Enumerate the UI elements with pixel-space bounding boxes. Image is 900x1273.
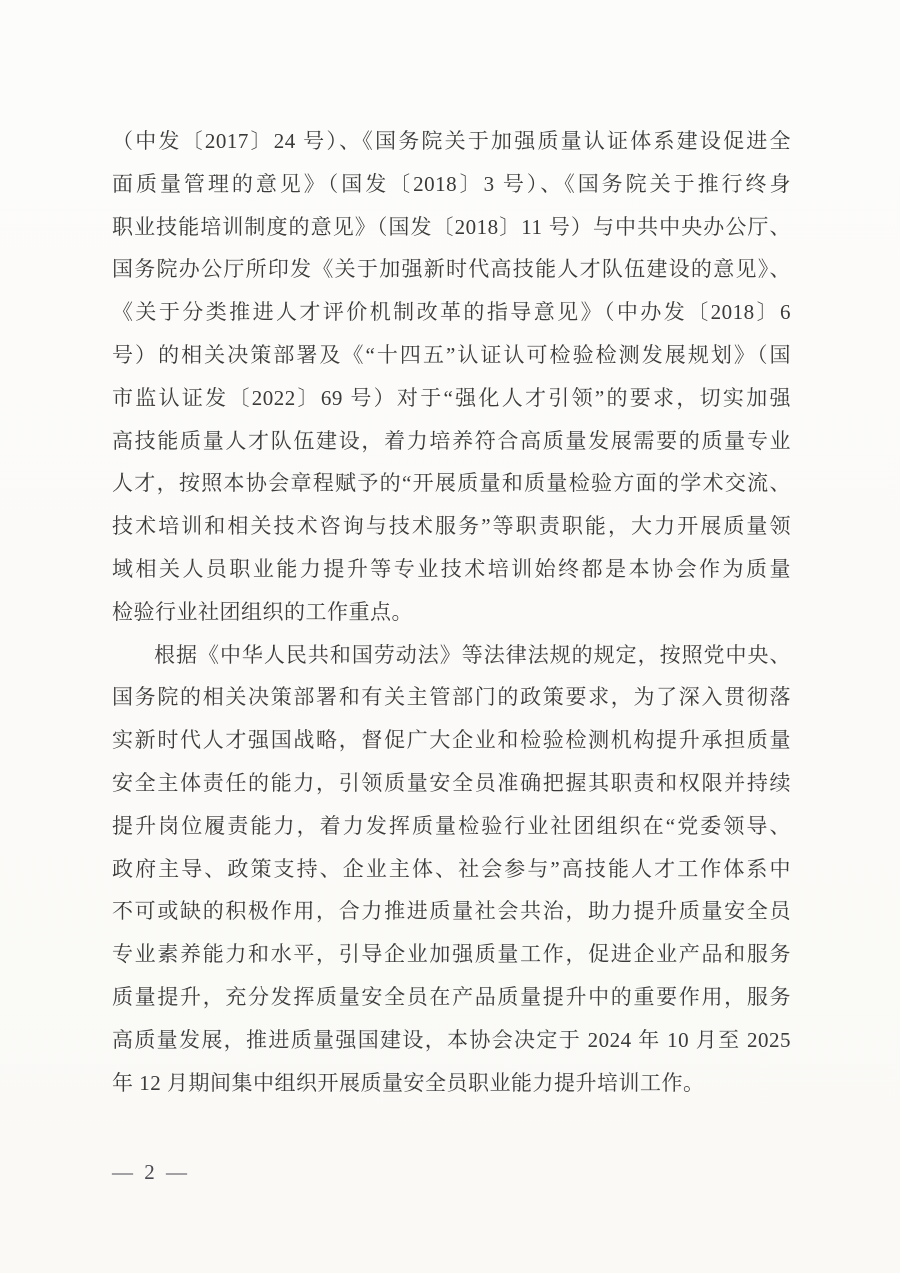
document-line: 技术培训和相关技术咨询与技术服务”等职责职能，大力开展质量领	[112, 514, 791, 539]
document-line: 面质量管理的意见》（国发〔2018〕3 号）、《国务院关于推行终身	[112, 171, 791, 196]
document-line: 年 12 月期间集中组织开展质量安全员职业能力提升培训工作。	[112, 1070, 705, 1095]
document-line: 号）的相关决策部署及《“十四五”认证认可检验检测发展规划》（国	[112, 342, 791, 367]
document-line: 《关于分类推进人才评价机制改革的指导意见》（中办发〔2018〕6	[112, 300, 791, 325]
document-line: 高技能质量人才队伍建设，着力培养符合高质量发展需要的质量专业	[112, 428, 791, 453]
document-line: 域相关人员职业能力提升等专业技术培训始终都是本协会作为质量	[112, 556, 791, 581]
text-block	[112, 120, 791, 1104]
document-line: 实新时代人才强国战略，督促广大企业和检验检测机构提升承担质量	[112, 728, 791, 753]
document-line: 质量提升，充分发挥质量安全员在产品质量提升中的重要作用，服务	[112, 984, 791, 1009]
document-line: 检验行业社团组织的工作重点。	[112, 599, 413, 624]
document-line: 政府主导、政策支持、企业主体、社会参与”高技能人才工作体系中	[112, 856, 791, 881]
document-line: 人才，按照本协会章程赋予的“开展质量和质量检验方面的学术交流、	[112, 471, 791, 496]
document-line: 根据《中华人民共和国劳动法》等法律法规的规定，按照党中央、	[154, 642, 791, 667]
document-line: 国务院办公厅所印发《关于加强新时代高技能人才队伍建设的意见》、	[112, 257, 791, 282]
document-line: 安全主体责任的能力，引领质量安全员准确把握其职责和权限并持续	[112, 770, 791, 795]
document-line: （中发〔2017〕24 号）、《国务院关于加强质量认证体系建设促进全	[112, 129, 791, 153]
document-line: 高质量发展，推进质量强国建设，本协会决定于 2024 年 10 月至 2025	[112, 1027, 791, 1052]
document-line: 不可或缺的积极作用，合力推进质量社会共治，助力提升质量安全员	[112, 899, 791, 924]
document-line: 职业技能培训制度的意见》（国发〔2018〕11 号）与中共中央办公厅、	[112, 214, 791, 239]
document-line: 国务院的相关决策部署和有关主管部门的政策要求，为了深入贯彻落	[112, 685, 791, 710]
page-number: — 2 —	[112, 1160, 190, 1184]
document-line: 提升岗位履责能力，着力发挥质量检验行业社团组织在“党委领导、	[112, 813, 791, 838]
document-line: 专业素养能力和水平，引导企业加强质量工作，促进企业产品和服务	[112, 942, 791, 967]
document-line: 市监认证发〔2022〕69 号）对于“强化人才引领”的要求，切实加强	[112, 385, 791, 410]
